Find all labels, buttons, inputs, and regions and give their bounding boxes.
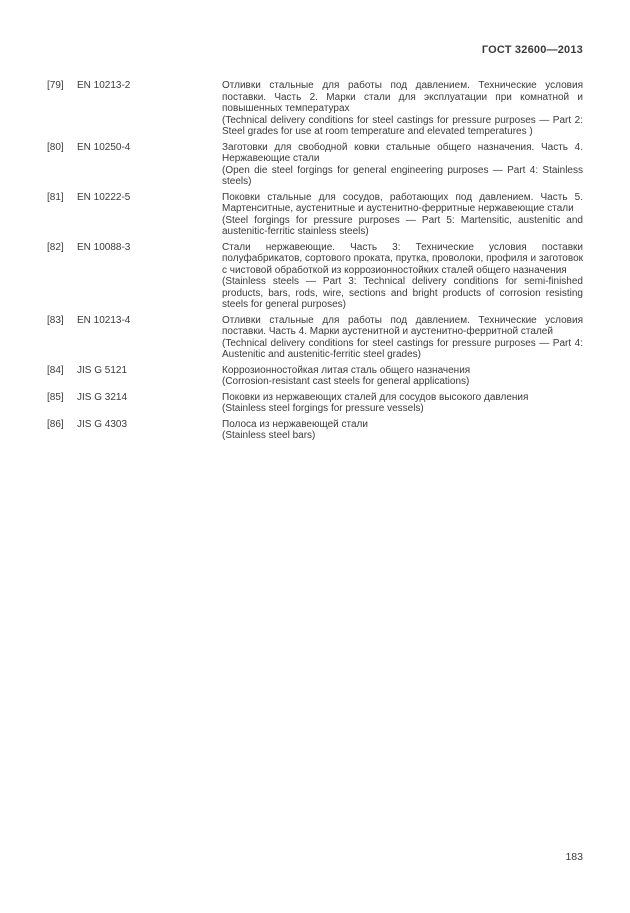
reference-code: EN 10213-2 bbox=[77, 80, 131, 91]
reference-number: [79] bbox=[47, 80, 64, 91]
reference-code: EN 10250-4 bbox=[77, 141, 131, 153]
reference-text-ru: Коррозионностойкая литая сталь общего назначения bbox=[222, 364, 471, 376]
reference-text-ru: Отливки стальные для работы под давлением. Технические условия поставки. Часть 2. Марки стали для эксплуатации при комнатной и повышенных температурах bbox=[222, 80, 583, 114]
reference-number: [82] bbox=[47, 241, 64, 253]
reference-code: EN 10222-5 bbox=[77, 191, 131, 203]
reference-description bbox=[222, 315, 583, 361]
reference-number: [81] bbox=[47, 191, 64, 203]
reference-text-en: (Steel forgings for pressure purposes — Part 5: Martensitic, austenitic and austenitic-ferritic stainless steels) bbox=[222, 214, 583, 237]
reference-text-en: (Technical delivery conditions for steel castings for pressure purposes — Part 4: Austenitic and austenitic-ferritic steel grades) bbox=[222, 337, 583, 360]
reference-entry bbox=[47, 365, 583, 388]
reference-entry bbox=[47, 192, 583, 238]
reference-text-ru: Заготовки для свободной ковки стальные общего назначения. Часть 4. Нержавеющие стали bbox=[222, 141, 583, 164]
reference-code: JIS G 4303 bbox=[77, 418, 128, 430]
reference-text-ru: Стали нержавеющие. Часть 3: Технические условия поставки полуфабрикатов, сортового проката, прутка, проволоки, профиля и заготовок с чистовой обработкой из коррозионностойких сталей общего назначения bbox=[222, 241, 583, 276]
reference-text-en: (Open die steel forgings for general engineering purposes — Part 4: Stainless steels) bbox=[222, 164, 583, 187]
reference-code: JIS G 3214 bbox=[77, 391, 128, 403]
reference-number: [80] bbox=[47, 141, 64, 153]
reference-description bbox=[222, 392, 583, 415]
reference-text-en: (Stainless steels — Part 3: Technical delivery conditions for semi-finished products, bars, rods, wire, sections and bright products of corrosion resisting steels for general purposes) bbox=[222, 276, 583, 310]
reference-number: [86] bbox=[47, 418, 64, 430]
reference-entry bbox=[47, 80, 583, 138]
reference-text-ru: Отливки стальные для работы под давлением. Технические условия поставки. Часть 4. Марки аустенитной и аустенитно-ферритной сталей bbox=[222, 314, 583, 337]
reference-description bbox=[222, 365, 583, 388]
reference-entry bbox=[47, 419, 583, 442]
document-code: ГОСТ 32600—2013 bbox=[481, 44, 583, 56]
reference-number: [83] bbox=[47, 314, 64, 326]
reference-entry bbox=[47, 242, 583, 311]
reference-number: [85] bbox=[47, 391, 64, 403]
reference-text-ru: Полоса из нержавеющей стали bbox=[222, 418, 368, 430]
reference-code: JIS G 5121 bbox=[77, 364, 128, 376]
reference-entry bbox=[47, 392, 583, 415]
page-number: 183 bbox=[565, 851, 583, 863]
reference-number: [84] bbox=[47, 364, 64, 376]
reference-description bbox=[222, 419, 583, 442]
reference-text-en: (Stainless steel bars) bbox=[222, 430, 316, 441]
reference-entry bbox=[47, 142, 583, 188]
reference-description bbox=[222, 192, 583, 238]
reference-description bbox=[222, 80, 583, 138]
reference-text-en: (Stainless steel forgings for pressure vessels) bbox=[222, 403, 424, 414]
reference-text-en: (Corrosion-resistant cast steels for general applications) bbox=[222, 376, 470, 387]
reference-description bbox=[222, 242, 583, 311]
reference-text-ru: Поковки стальные для сосудов, работающих под давлением. Часть 5. Мартенситные, аустенитные и аустенитно-ферритные нержавеющие стали bbox=[222, 191, 583, 214]
references-list bbox=[47, 80, 583, 446]
reference-code: EN 10088-3 bbox=[77, 241, 131, 253]
reference-text-ru: Поковки из нержавеющих сталей для сосудов высокого давления bbox=[222, 391, 529, 403]
reference-description bbox=[222, 142, 583, 188]
reference-text-en: (Technical delivery conditions for steel castings for pressure purposes — Part 2: Steel grades for use at room temperature and elevated temperatures ) bbox=[222, 114, 583, 137]
reference-entry bbox=[47, 315, 583, 361]
reference-code: EN 10213-4 bbox=[77, 314, 131, 326]
